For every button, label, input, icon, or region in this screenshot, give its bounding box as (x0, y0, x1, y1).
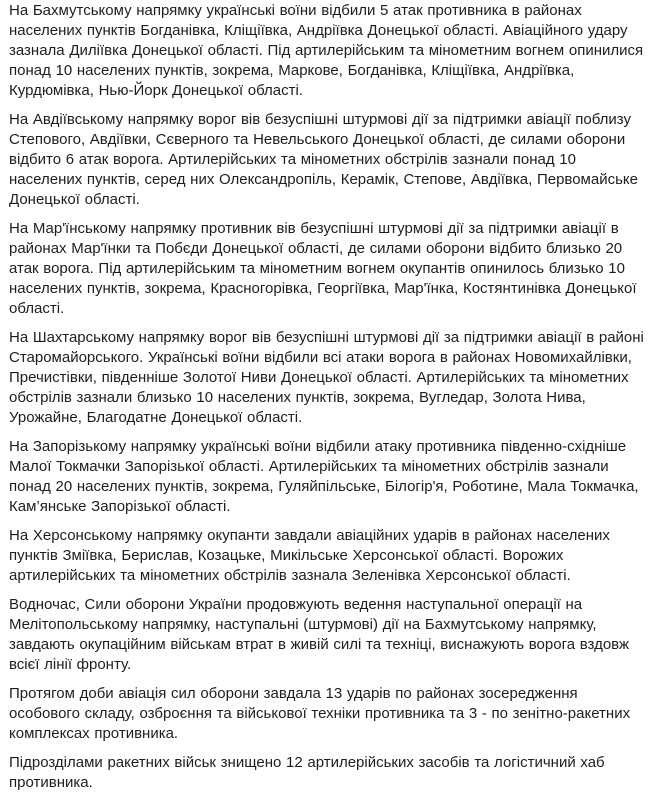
paragraph-missile-forces: Підрозділами ракетних військ знищено 12 артилерійських засобів та логістичний хаб противника. (9, 754, 605, 791)
paragraph-zaporizhzhia-direction: На Запорізькому напрямку українські воїни відбили атаку противника південно-східніше Малої Токмачки Запорізької області. Артилерійських та мінометних обстрілів зазнали понад 20 населених пунктів, зокрема, Гуляйпільське, Білогір'я, Роботине, Мала Токмачка, Кам’янське Запорізької області. (9, 438, 639, 515)
paragraph-marinka-direction: На Мар'їнському напрямку противник вів безуспішні штурмові дії за підтримки авіації в районах Мар'їнки та Побєди Донецької області, де силами оборони відбито близько 20 атак ворога. Під артилерійським та мінометним вогнем окупантів опинилось близько 10 населених пунктів, зокрема, Красногорівка, Георгіївка, Мар'їнка, Костянтинівка Донецької області. (9, 220, 637, 317)
paragraph-shakhtarsk-direction: На Шахтарському напрямку ворог вів безуспішні штурмові дії за підтримки авіації в районі Старомайорського. Українські воїни відбили всі атаки ворога в районах Новомихайлівки, Пречистівки, південніше Золотої Ниви Донецької області. Артилерійських та мінометних обстрілів зазнали близько 10 населених пунктів, зокрема, Вугледар, Золота Нива, Урожайне, Благодатне Донецької області. (9, 329, 644, 426)
paragraph-kherson-direction: На Херсонському напрямку окупанти завдали авіаційних ударів в районах населених пунктів Зміївка, Берислав, Козацьке, Микільське Херсонської області. Ворожих артилерійських та мінометних обстрілів зазнала Зеленівка Херсонської області. (9, 527, 610, 584)
paragraph-avdiivka-direction: На Авдіївському напрямку ворог вів безуспішні штурмові дії за підтримки авіації поблизу Степового, Авдіївки, Сєверного та Невельського Донецької області, де силами оборони відбито 6 атак ворога. Артилерійських та мінометних обстрілів зазнали понад 10 населених пунктів, серед них Олександропіль, Керамік, Степове, Авдіївка, Первомайське Донецької області. (9, 111, 638, 208)
paragraph-offensive-operations: Водночас, Сили оборони України продовжують ведення наступальної операції на Мелітопольському напрямку, наступальні (штурмові) дії на Бахмутському напрямку, завдають окупаційним військам втрат в живій силі та техніці, виснажують ворога вздовж всієї лінії фронту. (9, 596, 630, 673)
paragraph-bakhmut-direction: На Бахмутському напрямку українські воїни відбили 5 атак противника в районах населених пунктів Богданівка, Кліщіївка, Андріївка Донецької області. Авіаційного удару зазнала Диліївка Донецької області. Під артилерійським та мінометним вогнем опинилися понад 10 населених пунктів, зокрема, Маркове, Богданівка, Кліщіївка, Андріївка, Курдюмівка, Нью-Йорк Донецької області. (9, 2, 644, 99)
paragraph-aviation-strikes: Протягом доби авіація сил оборони завдала 13 ударів по районах зосередження особового складу, озброєння та військової техніки противника та 3 - по зенітно-ракетних комплексах противника. (9, 685, 631, 742)
